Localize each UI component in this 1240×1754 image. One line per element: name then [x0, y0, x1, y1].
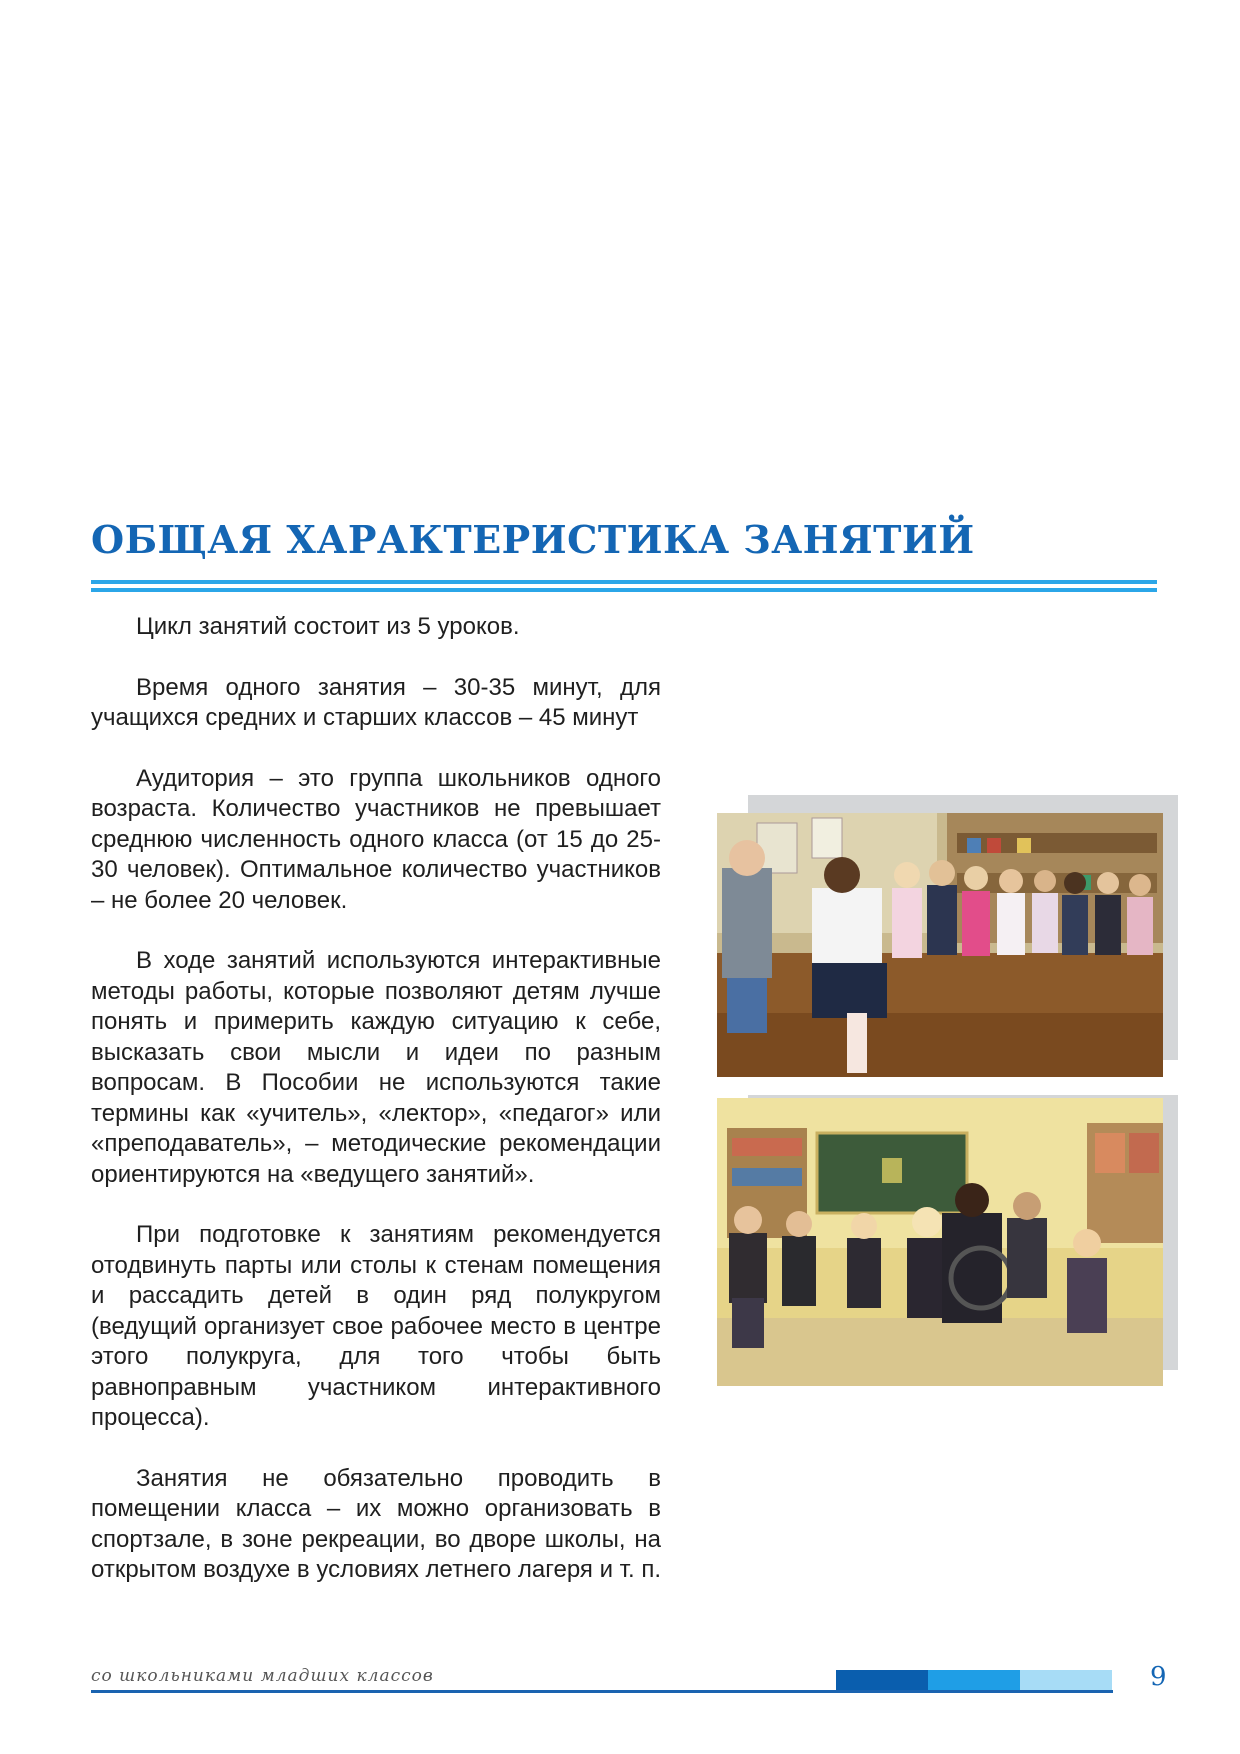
heading-rule-top: [91, 580, 1157, 584]
paragraph: Цикл занятий состоит из 5 уроков.: [136, 613, 520, 640]
body-text-column: [91, 612, 661, 1616]
paragraph: Время одного занятия – 30-35 минут, для учащихся средних и старших классов – 45 минут: [91, 673, 661, 731]
paragraph: Аудитория – это группа школьников одного возраста. Количество участников не превышает среднюю численность одного класса (от 15 до 25-30 человек). Оптимальное количество участников – не более 20 человек.: [91, 764, 661, 914]
page-number: 9: [1150, 1662, 1167, 1692]
paragraph: Занятия не обязательно проводить в помещении класса – их можно организовать в спортзале, в зоне рекреации, во дворе школы, на открытом воздухе в условиях летнего лагеря и т. п.: [91, 1464, 661, 1583]
heading-rule-bottom: [91, 588, 1157, 592]
running-title: со школьниками младших классов: [91, 1666, 434, 1686]
footer-rule: [91, 1690, 1113, 1693]
section-heading: ОБЩАЯ ХАРАКТЕРИСТИКА ЗАНЯТИЙ: [91, 517, 975, 562]
paragraph: При подготовке к занятиям рекомендуется отодвинуть парты или столы к стенам помещения и рассадить детей в один ряд полукругом (ведущий организует свое рабочее место в центре этого полукруга, для того чтобы быть равноправным участником интерактивного процесса).: [91, 1221, 661, 1431]
classroom-photo-2: [717, 1098, 1163, 1386]
paragraph: В ходе занятий используются интерактивные методы работы, которые позволяют детям лучше понять и примерить каждую ситуацию к себе, высказать свои мысли и идеи по разным вопросам. В Пособии не используются такие термины как «учитель», «лектор», «педагог» или «преподаватель», – методические рекомендации ориентируются на «ведущего занятий».: [91, 947, 661, 1188]
classroom-photo-1: [717, 813, 1163, 1077]
